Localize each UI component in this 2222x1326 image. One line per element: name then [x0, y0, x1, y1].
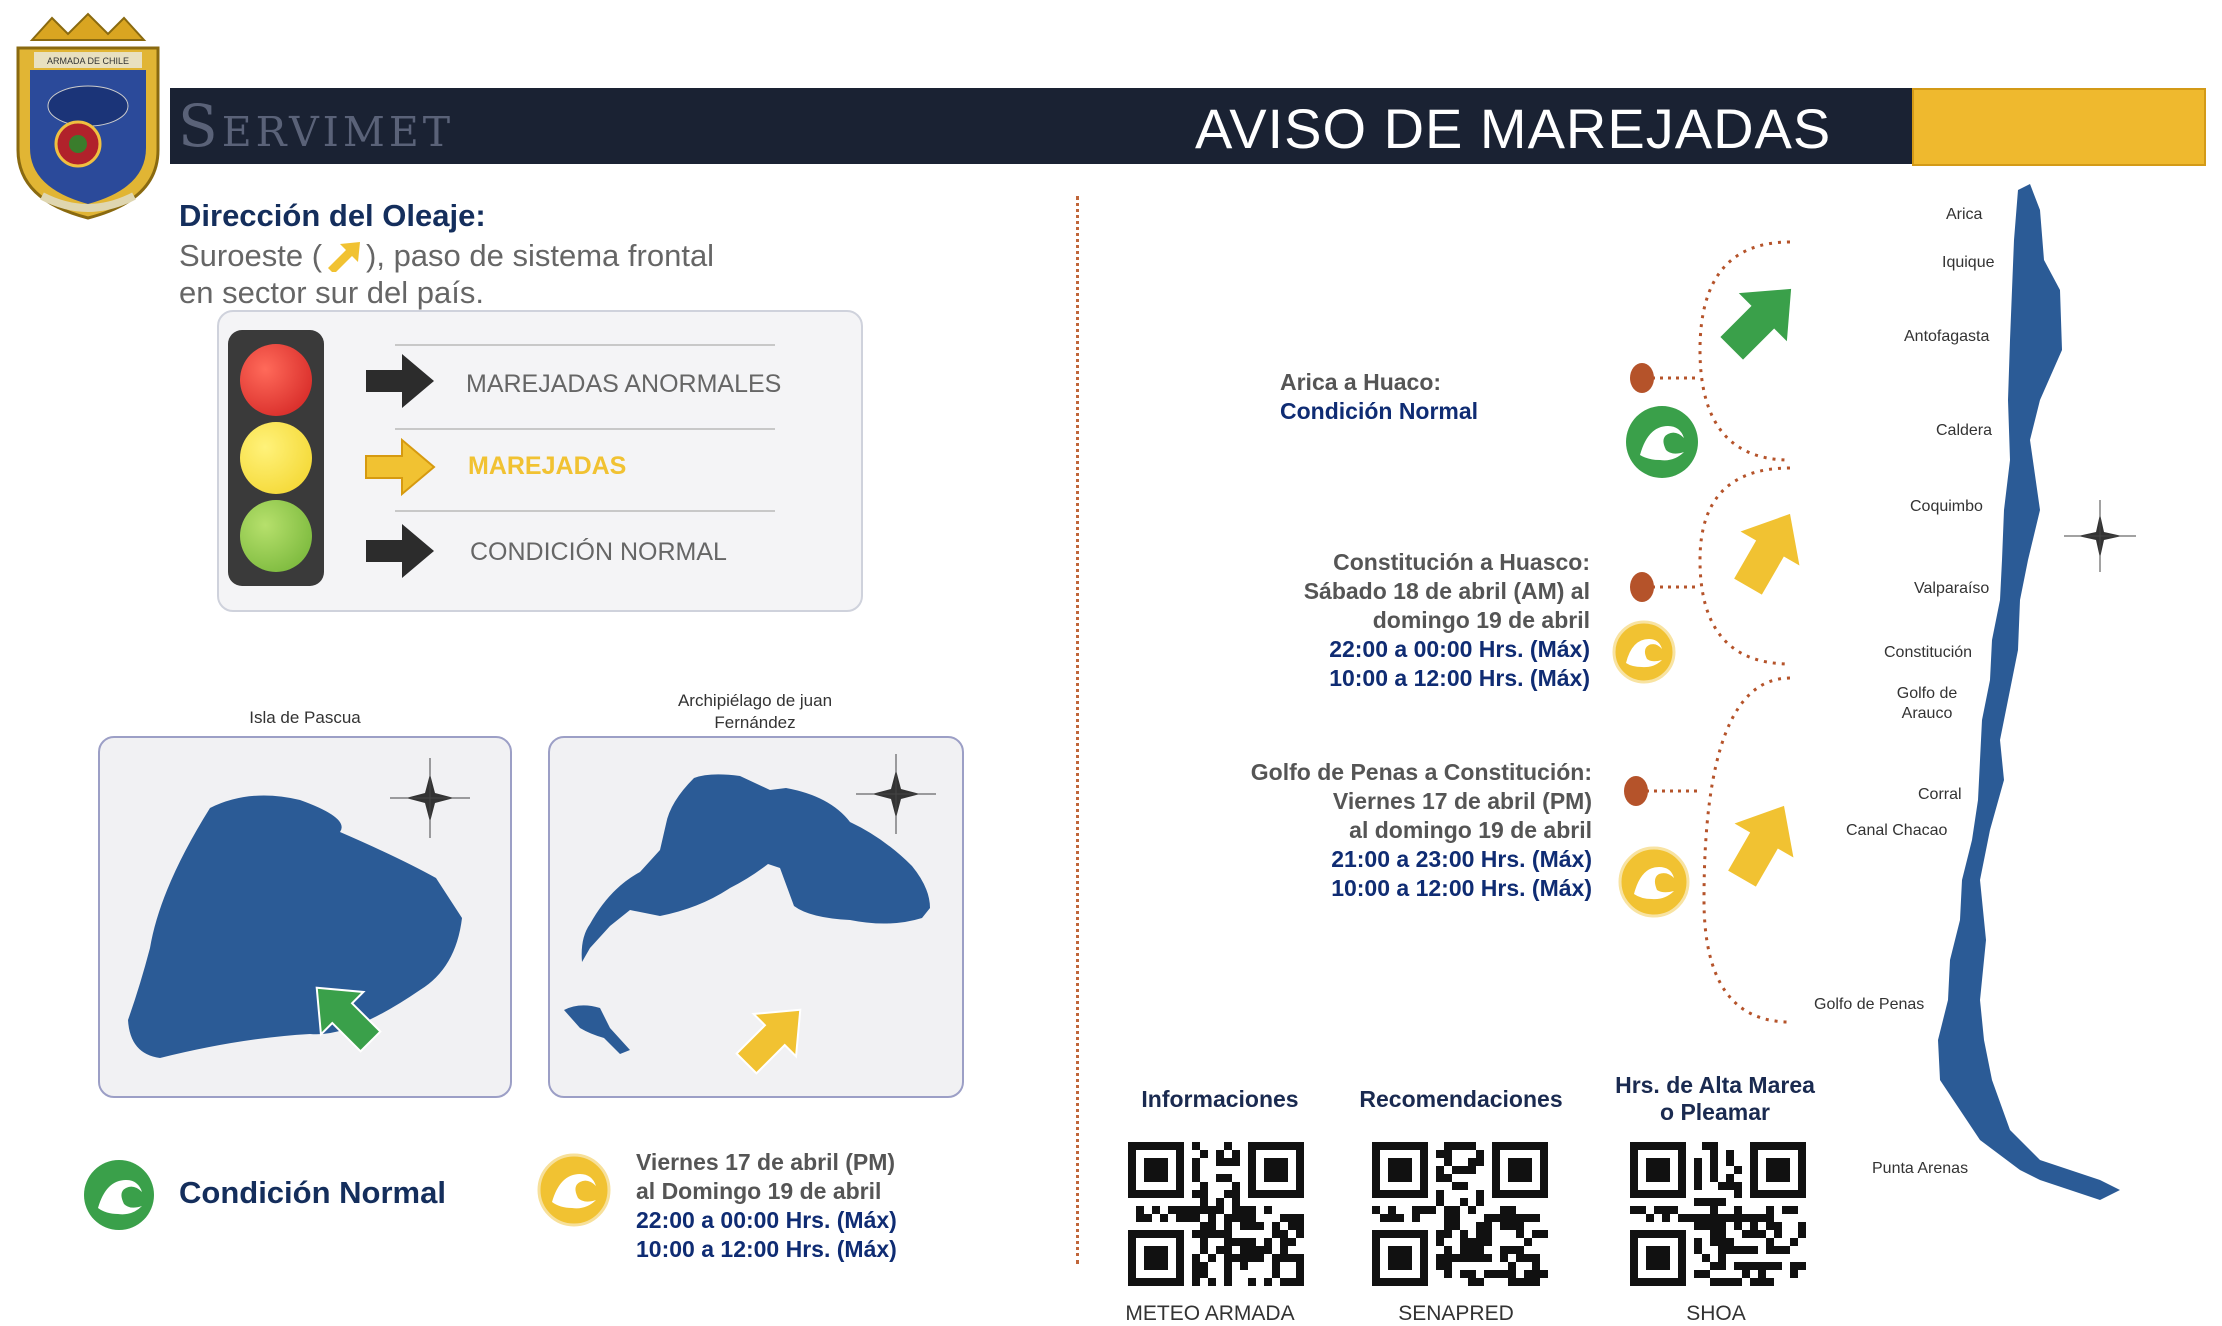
wave-warning-icon — [1614, 622, 1674, 682]
wave-direction-text-2: en sector sur del país. — [179, 275, 484, 310]
region-date: Sábado 18 de abril (AM) al — [1303, 578, 1590, 604]
qr-label-pleamar — [1590, 1072, 1840, 1126]
wave-direction-text — [179, 237, 714, 275]
region-date: Viernes 17 de abril (PM) — [1332, 788, 1592, 814]
wave-direction-arrow-icon — [1713, 789, 1814, 896]
warning-date-line: al Domingo 19 de abril — [636, 1178, 882, 1204]
region-hours: 10:00 a 12:00 Hrs. (Máx) — [1329, 665, 1590, 691]
compass-rose-icon — [2064, 500, 2136, 572]
city-label: Coquimbo — [1910, 498, 1983, 515]
city-label: Caldera — [1936, 422, 1993, 439]
region-penas-constitucion — [1180, 758, 1592, 903]
region-dot — [1624, 776, 1648, 806]
qr-label-text: Recomendaciones — [1359, 1086, 1563, 1112]
region-dot — [1630, 572, 1654, 602]
juan-title-line1: Archipiélago de juan — [677, 691, 833, 710]
compass-rose-icon — [856, 754, 936, 834]
qr-code-shoa[interactable] — [1630, 1142, 1806, 1286]
wave-direction-arrow-icon — [1719, 497, 1820, 604]
wave-normal-icon — [1626, 406, 1698, 478]
qr-source-label: METEO ARMADA — [1125, 1302, 1295, 1325]
qr-label-text: Hrs. de Alta Marea — [1615, 1072, 1815, 1098]
wave-normal-icon — [82, 1158, 156, 1232]
legend-divider — [395, 344, 775, 346]
island-shape — [582, 774, 930, 962]
city-label: Corral — [1918, 786, 1962, 803]
city-label: Golfo de Arauco — [1896, 685, 1958, 722]
isla-pascua-map — [98, 736, 512, 1098]
city-label: Canal Chacao — [1846, 822, 1948, 839]
region-hours: 22:00 a 00:00 Hrs. (Máx) — [1329, 636, 1590, 662]
condition-normal-label: Condición Normal — [179, 1175, 446, 1210]
arrow-right-icon — [362, 350, 437, 412]
green-light-icon — [240, 500, 312, 572]
qr-label-text: o Pleamar — [1660, 1099, 1770, 1125]
legend-divider — [395, 428, 775, 430]
red-light-icon — [240, 344, 312, 416]
juan-title-line2: Fernández — [714, 713, 796, 732]
header-bar — [170, 88, 2200, 164]
city-label: Arica — [1946, 206, 1983, 223]
wave-direction-heading: Dirección del Oleaje: — [179, 198, 486, 233]
region-dot — [1630, 363, 1654, 393]
yellow-light-icon — [240, 422, 312, 494]
direction-prefix: Suroeste ( — [179, 238, 323, 273]
southwest-arrow-icon — [322, 238, 366, 272]
warning-hours-line: 22:00 a 00:00 Hrs. (Máx) — [636, 1207, 897, 1233]
wave-arrow-icon — [725, 989, 821, 1085]
region-date: al domingo 19 de abril — [1349, 817, 1592, 843]
qr-label-recomendaciones — [1336, 1086, 1586, 1113]
warning-hours-line: 10:00 a 12:00 Hrs. (Máx) — [636, 1236, 897, 1262]
island-shape — [128, 796, 462, 1059]
city-label: Punta Arenas — [1872, 1160, 1969, 1177]
navy-crest-logo — [12, 10, 164, 222]
pascua-title: Isla de Pascua — [249, 708, 361, 727]
juan-fernandez-map — [548, 736, 964, 1098]
wave-warning-icon — [1620, 848, 1688, 916]
qr-source-label: SHOA — [1686, 1302, 1746, 1325]
legend-label-normal: CONDICIÓN NORMAL — [470, 538, 727, 566]
city-label: Iquique — [1942, 254, 1995, 271]
compass-rose-icon — [390, 758, 470, 838]
page-title: AVISO DE MAREJADAS — [1195, 97, 1832, 160]
region-name: Arica a Huaco: — [1280, 369, 1442, 395]
arrow-right-icon — [362, 520, 437, 582]
islet-shape — [564, 1005, 630, 1054]
region-date: domingo 19 de abril — [1372, 607, 1590, 633]
qr-label-text: Informaciones — [1141, 1086, 1299, 1112]
title-accent-box — [1912, 88, 2206, 166]
legend-label-abnormal: MAREJADAS ANORMALES — [466, 370, 782, 398]
arrow-right-icon — [362, 436, 437, 498]
qr-source-label: SENAPRED — [1398, 1302, 1514, 1325]
region-hours: 21:00 a 23:00 Hrs. (Máx) — [1331, 846, 1592, 872]
region-status: Condición Normal — [1280, 398, 1479, 424]
city-label: Golfo de Penas — [1814, 996, 1925, 1013]
qr-label-informaciones — [1110, 1086, 1330, 1113]
region-hours: 10:00 a 12:00 Hrs. (Máx) — [1331, 875, 1592, 901]
crest-text: ARMADA DE CHILE — [46, 56, 130, 66]
region-arica — [1280, 368, 1560, 426]
wave-warning-icon — [536, 1152, 612, 1228]
city-label: Valparaíso — [1914, 580, 1990, 597]
city-label: Antofagasta — [1904, 328, 1990, 345]
city-label: Constitución — [1884, 644, 1973, 661]
warning-date-line: Viernes 17 de abril (PM) — [636, 1149, 896, 1175]
juan-fernandez-title — [620, 690, 890, 734]
region-constitucion-huasco — [1180, 548, 1590, 693]
direction-suffix: ), paso de sistema frontal — [366, 238, 715, 273]
region-name: Golfo de Penas a Constitución: — [1250, 759, 1592, 785]
region-name: Constitución a Huasco: — [1333, 549, 1590, 575]
wave-direction-arrow-icon — [1708, 265, 1815, 372]
warning-dates — [636, 1148, 897, 1264]
qr-code-meteo-armada[interactable] — [1128, 1142, 1304, 1286]
chile-map-area — [1600, 180, 2222, 1300]
qr-code-senapred[interactable] — [1372, 1142, 1548, 1286]
legend-divider — [395, 510, 775, 512]
section-divider — [1076, 196, 1079, 1264]
legend-label-swell: MAREJADAS — [468, 452, 627, 480]
traffic-light-icon — [228, 330, 324, 586]
brand-name: Servimet — [178, 92, 455, 160]
